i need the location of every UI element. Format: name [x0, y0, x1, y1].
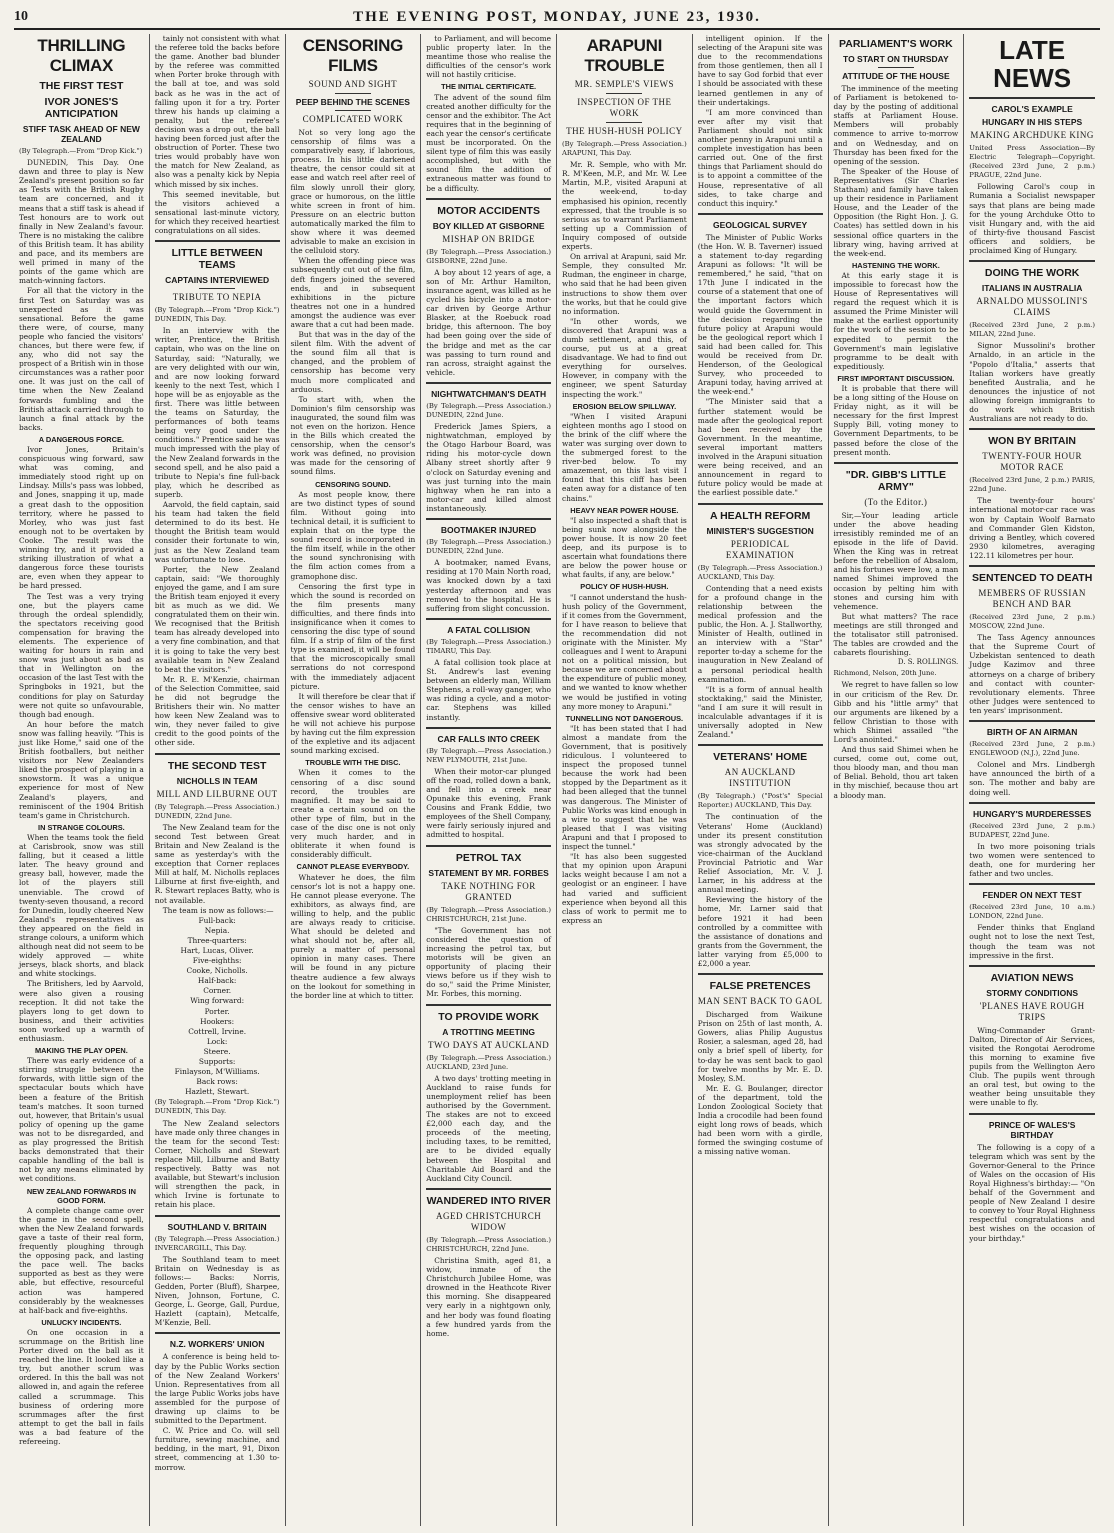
paragraph: A boy about 12 years of age, a son of Mr. Arthur Hamilton, insurance agent, was killed as he cycled his bicycle into a motor-car driven by George Arthur Blasker, at the Roebuck road bridge, this afternoon. The boy had been going over the side of the bridge and met as the car was passing to turn round and ran across, straight against the vehicle.: [426, 267, 552, 377]
byline: (By Telegraph.—Press Association.) DUNEDIN, 22nd June.: [154, 802, 280, 820]
section-subhead: TUNNELLING NOT DANGEROUS.: [565, 713, 684, 723]
byline: United Press Association—By Electric Telegraph—Copyright. (Received 23rd June, 2 p.m.) PRAGUE, 22nd June.: [969, 144, 1095, 180]
headline: ARAPUNI TROUBLE: [584, 36, 665, 75]
section-subhead: FIRST IMPORTANT DISCUSSION.: [837, 373, 955, 383]
paragraph: The continuation of the Veterans' Home (Auckland) under its present constitution was strongly advocated by the vice-chairman of the Auckland Provincial Patriotic and War Relief Association, Mr. V. J. Larner, in his address at the annual meeting.: [697, 812, 823, 895]
paragraph: In an interview with the writer, Prentice, the British captain, who was on the line on Saturday, said: "Naturally, we are very delighted with our win, and are now looking forward keenly to the next Test, which I hope will be as enjoyable as the first. There was little between the teams on Saturday, the performances of both teams being very good under the conditions." Prentice said he was much impressed with the play of the New Zealand forwards in the second spell, and he also paid a tribute to Nepia's fine full-back play, which he described as superb.: [154, 326, 280, 499]
divider: [698, 503, 823, 505]
paragraph: C. W. Price and Co. will sell furniture, sewing machine, and bedding, in the mart, 91, Dixon street, commencing at 1.30 to-morrow.: [154, 1426, 280, 1472]
section-subhead: HEAVY NEAR POWER HOUSE.: [570, 505, 679, 515]
section-subhead: THE INITIAL CERTIFICATE.: [441, 82, 537, 92]
subhead: CAPTAINS INTERVIEWED: [165, 275, 270, 286]
byline: (By Telegraph.—Press Association.) GISBORNE, 22nd June.: [426, 247, 551, 265]
paragraph: tainly not consistent with what the referee told the backs before the game. Another bad blunder by the referee was committed when Porter broke through with the ball at toe, and was sold back as he was in the act of falling upon it for a try. Porter threw his hands up claiming a penalty, but the referee's decision was a drop out, the ball having been forced just after the obstruction of Porter. These two tries would probably have won the match for New Zealand, as also was a penalty kick by Nepia which missed by six inches.: [154, 34, 280, 189]
divider: [969, 260, 1095, 262]
subhead: ITALIANS IN AUSTRALIA: [981, 283, 1083, 294]
paragraph: When the offending piece was subsequently cut out of the film, deft fingers joined the severed ends, and in subsequent exhibitions in the picture theatres not one in a hundred amongst the audience was ever aware that a cut had been made.: [290, 256, 416, 329]
team-line: Cooke, Nicholls.: [186, 966, 248, 976]
team-line: Hazlett, Stewart.: [185, 1087, 250, 1097]
paragraph: Porter, the New Zealand captain, said: "We thoroughly enjoyed the game, and I am sure the British team enjoyed it every bit as much as we did. We congratulated them on their win. We recognised that the British team has already developed into a very fine combination, and that it is going to take the very best available team in New Zealand to beat the visitors.": [154, 564, 280, 674]
paragraph: Mr. E. G. Boulanger, director of the department, told the London Zoological Society that India a crocodile had been found eight long rows of beads, which had been worn with a girdle, formed the swinging costume of a missing native woman.: [697, 1083, 823, 1157]
headline-thrilling-climax: THRILLING CLIMAX: [37, 36, 126, 75]
headline: CAROL'S EXAMPLE: [991, 104, 1073, 114]
column-8: [964, 34, 1100, 1526]
signature: D. S. ROLLINGS.: [897, 658, 959, 667]
paragraph: When the teams took the field at Carisbrook, snow was still falling, but it ceased a little later. The heavy ground and greasy ball, however, made the lot of the players still unenviable. The crowd of twenty-seven thousand, a record for Dunedin, loudly cheered New Zealand's representatives as they appeared on the field in strange colours, a uniform which although neat did not seem to be widely approved — white jerseys, black shorts, and black and white stockings.: [19, 832, 144, 979]
paragraph: As most people know, there are two distinct types of sound film. Without going into technical detail, it is sufficient to explain that on the type the sound record is incorporated in the film itself, while in the other the sound synchronising with the film action comes from a gramophone disc.: [290, 489, 416, 581]
team-line: Nepia.: [204, 925, 230, 935]
paragraph: The following is a copy of a telegram which was sent by the Governor-General to the Prince of Wales on the occasion of His Royal Highness's birthday:— "On behalf of the Government and people of New Zealand I desire to convey to Your Royal Highness respectful congratulations and best wishes on the occasion of your birthday.": [969, 1142, 1095, 1243]
headline: CAR FALLS INTO CREEK: [437, 733, 540, 744]
headline: HUNGARY'S MURDERESSES: [972, 808, 1092, 819]
subhead: MAN SENT BACK TO GAOL: [697, 996, 823, 1007]
subhead: BOY KILLED AT GISBORNE: [432, 220, 545, 231]
team-line: Three-quarters:: [187, 935, 247, 945]
paragraph: intelligent opinion. If the selecting of the Arapuni site was due to the recommendations from those gentlemen, then all I have to say God forbid that ever I should be associated with these learned gentlemen in any of their undertakings.: [697, 34, 823, 107]
paragraph: On arrival at Arapuni, said Mr. Semple, they consulted Mr. Rudman, the engineer in charge, who said that he had been given instructions to show them over the works, but that he could give no information.: [562, 252, 687, 316]
headline: PARLIAMENT'S WORK: [839, 38, 953, 50]
subhead: PEEP BEHIND THE SCENES: [295, 97, 410, 107]
paragraph: The Test was a very trying one, but the players came through the ordeal splendidly, the spectators receiving good compensation for braving the elements. The experience of waiting for hours in rain and snow was just about as bad as that in Wellington on the occasion of the last Test with the Springboks in 1921, but the conditions for play on Saturday were not quite so unfavourable, though bad enough.: [19, 591, 144, 719]
paragraph: Frederick James Spiers, a nightwatchman, employed by the Otago Harbour Board, was riding his motor-cycle down Albany street shortly after 9 o'clock on Saturday evening and was just turning into the main highway when he ran into a motor-car and killed almost instantaneously.: [426, 422, 551, 513]
subhead: AN AUCKLAND INSTITUTION: [724, 767, 796, 789]
subhead: MISHAP ON BRIDGE: [442, 233, 535, 244]
paragraph: Sir,—Your leading article under the above heading irresistibly reminded me of an episode in the life of David. When the King was in retreat before the rebellion of Absalom, and his fortunes were low, a man named Shimei improved the occasion by pelting him with stones and cursing him with vehemence.: [833, 510, 959, 611]
paragraph: The New Zealand selectors have made only three changes in the team for the second Test: Corner, Nicholls and Stewart replace Mill, Lilburne and Batty respectively. Batty was not available, but Stewart's inclusion will strengthen the pack, in which Irvine is fortunate to retain his place.: [154, 1118, 280, 1210]
headline: BOOTMAKER INJURED: [440, 525, 537, 536]
paragraph: The Britishers, led by Aarvold, were also given a rousing reception. It did not take the players long to get down to business, and their activities soon worked up a warmth of enthusiasm.: [19, 979, 144, 1043]
divider: [155, 753, 280, 755]
section-subhead: IN STRANGE COLOURS.: [38, 822, 125, 832]
paragraph: The Tass Agency announces that the Supreme Court of Uzbekistan sentenced to death Judge Kazimov and three attorneys on a charge of bribery and contact with counter-revolutionary elements. Three other Judges were sentenced to ten years' imprisonment.: [969, 633, 1095, 715]
paragraph: There was early evidence of a stirring struggle between the forwards, with little sign of the spectacular bouts which have been a feature of the British team's matches. It soon turned out, however, that Britain's usual policy of opening up the game was not to be disregarded, and as play progressed the British backs demonstrated that their capable handling of the ball is not by any means eliminated by wet conditions.: [19, 1056, 144, 1184]
subhead: INSPECTION OF THE WORK: [577, 97, 672, 118]
team-line: Finlayson, M'Williams.: [174, 1067, 260, 1077]
paragraph: Discharged from Waikune Prison on 25th of last month, A. Gowers, alias Philip Augustus Rosier, a salesman, aged 28, had only a brief spell of liberty, for to-day he was sent back to gaol for twelve months by Mr. E. D. Mosley, S.M.: [697, 1010, 823, 1083]
team-line: Wing forward:: [190, 996, 245, 1006]
section-subhead: CENSORING SOUND.: [315, 479, 391, 489]
divider: [969, 565, 1095, 567]
team-line: Steere.: [203, 1046, 231, 1056]
paragraph: Wing-Commander Grant-Dalton, Director of Air Services, visited the Rongotai Aerodrome this morning to examine five pupils from the Wellington Aero Club. The pupils went through an oral test, but owing to the weather being unsuitable they were unable to fly.: [969, 1025, 1095, 1108]
paragraph: It will therefore be clear that if the censor wishes to have an offensive swear word obliterated he will not achieve his purpose by having cut the film expression of the expletive and its adjacent sound marking excised.: [290, 691, 416, 756]
section-subhead: A DANGEROUS FORCE.: [38, 434, 124, 444]
paragraph: Mr. R. Semple, who with Mr. R. M'Keen, M.P., and Mr. W. Lee Martin, M.P., visited Arapuni at the week-end, to-day emphasised his opinion, recently expressed, that the trouble is so serious as to warrant Parliament setting up a Commission of Inquiry composed of outside experts.: [562, 160, 687, 252]
section-subhead: TROUBLE WITH THE DISC.: [305, 758, 401, 768]
divider: [878, 67, 914, 68]
paragraph: But that was in the day of the silent film. With the advent of the sound film all that is changed, and the problem of censorship has become very much more complicated and arduous.: [290, 330, 416, 394]
headline: A FATAL COLLISION: [447, 624, 531, 635]
divider: [426, 382, 551, 384]
subhead: IVOR JONES'S ANTICIPATION: [44, 96, 119, 120]
column-1: [14, 34, 150, 1526]
paragraph: To start with, when the Dominion's film censorship was inaugurated, the sound film was not even on the horizon. Hence in the Bills which created the censorship, when the censor's work was defined, no provision was made for the censoring of sound films.: [290, 394, 416, 477]
paragraph: DUNEDIN, This Day. One dawn and three to play is New Zealand's present position so far as Tests with the British Rugby team are concerned, and it means that a stiff task is ahead if Test honours are to work out finally in New Zealand's favour. There is no mistaking the calibre of this British team. It has ability and pace, and its members are well primed in many of the points of the game which are match-winning factors.: [19, 158, 144, 286]
subhead: MR. SEMPLE'S VIEWS: [574, 79, 674, 89]
paragraph: This seemed inevitable, but the visitors achieved a sensational last-minute victory, for which they received heartiest congratulations on all sides.: [154, 189, 280, 235]
page-number: 10: [14, 9, 28, 24]
divider: [335, 110, 371, 111]
divider: [199, 288, 235, 289]
subhead: 'PLANES HAVE ROUGH TRIPS: [979, 1000, 1085, 1022]
column-3: [286, 34, 422, 1526]
paragraph: Contending that a need exists for a profound change in the relationship between the medical profession and the public, the Hon. A. J. Stallworthy, Minister of Health, outlined in an interview with a "Star" reporter to-day a scheme for the inauguration in New Zealand of a personal periodical health examination.: [697, 583, 823, 684]
column-4: [421, 34, 557, 1526]
paragraph: The Minister of Public Works (the Hon. W. B. Taverner) issued a statement to-day regarding Arapuni as follows: "It will be remembered," he said, "that on 17th June I indicated in the course of a statement that one of the important factors which would guide the Government in the decision regarding the future policy at Arapuni would be the geological report which I said had been called for. This would be received from Dr. Henderson, of the Geological Survey, who proceeded to Arapuni today, having arrived at the week-end.": [697, 232, 823, 397]
headline: "DR. GIBB'S LITTLE ARMY": [845, 468, 946, 493]
headline: LITTLE BETWEEN TEAMS: [171, 247, 263, 272]
paragraph: When their motor-car plunged off the road, rolled down a bank, and fell into a creek near Opunake this evening, Frank Cousins and Frank Eddie, two employees of the Shell Company, were fairly seriously injured and admitted to hospital.: [426, 766, 551, 840]
divider: [969, 97, 1095, 99]
paragraph: "It has been stated that I had almost a mandate from the Government, that is positively ridiculous. I volunteered to inspect the proposed tunnel because the work had been stopped by the Department as it had been alleged that the tunnel was dangerous. The Minister of Public Works was kind enough in a wire to suggest that he was pleased that I was visiting Arapuni and that I proposed to inspect the tunnel.": [562, 723, 687, 852]
column-2: [150, 34, 286, 1526]
paragraph: Colonel and Mrs. Lindbergh have announced the birth of a son. The mother and baby are doing well.: [969, 760, 1095, 797]
divider: [969, 965, 1095, 967]
team-line: Hookers:: [200, 1016, 235, 1026]
column-7: [829, 34, 965, 1526]
paragraph: When it comes to the censoring of a disc sound record, the troubles are magnified. It may be said to create a certain sound on the other type of film, but in the case of the disc one is not only very much harder, and in obliterate it when found is considerably difficult.: [290, 768, 416, 860]
subhead: TWENTY-FOUR HOUR MOTOR RACE: [982, 451, 1082, 473]
byline: (Received 23rd June, 2 p.m.) PARIS, 22nd June.: [969, 476, 1095, 494]
team-line: Five-eighths:: [192, 956, 242, 966]
column-5: [557, 34, 693, 1526]
subhead: SOUND AND SIGHT: [308, 79, 398, 89]
subhead: STATEMENT BY MR. FORBES: [428, 867, 549, 878]
headline: FALSE PRETENCES: [709, 980, 811, 993]
divider: [426, 518, 551, 520]
divider: [155, 240, 280, 242]
byline: (By Telegraph.—Press Association.) TIMARU, This Day.: [426, 637, 551, 655]
byline: (Received 23rd June, 2 p.m.) MOSCOW, 22nd June.: [969, 613, 1095, 631]
team-line: Corner.: [203, 986, 232, 996]
paragraph: A two days' trotting meeting in Auckland to raise funds for unemployment relief has been authorised by the Government. The stakes are not to exceed £2,000 each day, and the proceeds of the meeting, including taxes, to be remitted, are to be divided equally between the Hospital and Charitable Aid Board and the Auckland City Council.: [426, 1073, 551, 1183]
paragraph: The imminence of the meeting of Parliament is betokened to-day by the posting of additional staffs at Parliament House. Members will probably commence to arrive to-morrow and on Wednesday, and on Thursday has been fixed for the opening of the session.: [833, 84, 959, 166]
paragraph: "In other words, we discovered that Arapuni was a dumb settlement, and this, of course, put us at a great disadvantage. We had to find out everything for ourselves. However, in company with the engineer, we spent Saturday inspecting the work.": [562, 316, 687, 399]
paragraph: Fender thinks that England ought not to lose the next Test, though the team was not impressive in the first.: [969, 923, 1095, 960]
subhead: MILL AND LILBURNE OUT: [156, 788, 278, 799]
headline: CENSORING FILMS: [302, 36, 403, 75]
paragraph: A complete change came over the game in the second spell, when the New Zealand forwards gave a taste of their real form, frequently ploughing through the opposing pack, and lasting the pace well. The backs supported as best as they were able, but effective, resourceful action was hampered considerably by the weaknesses at half-back and five-eighths.: [19, 1205, 144, 1315]
headline: WANDERED INTO RIVER: [426, 1194, 551, 1207]
section-subhead: UNLUCKY INCIDENTS.: [41, 1317, 122, 1327]
subhead: ARNALDO MUSSOLINI'S CLAIMS: [976, 296, 1088, 318]
paragraph: "The Minister said that a further statement would be made after the geological report had been received by the Government. In the meantime, several important matters involved in the Arapuni situation were being received, and an announcement in regard to future policy would be made at the earliest possible date.": [697, 397, 823, 498]
paragraph: Following Carol's coup in Rumania a Socialist newspaper says that plans are being made for the young Archduke Otto to visit Hungary and, with the aid of thirty-five thousand Fascist officers and soldiers, be proclaimed King of Hungary.: [969, 182, 1095, 256]
divider: [969, 720, 1095, 722]
byline: (By Telegraph.—From "Drop Kick."): [19, 147, 143, 155]
byline: (By Telegraph.—Press Association.) AUCKLAND, This Day.: [697, 563, 823, 581]
headline: THE SECOND TEST: [167, 759, 267, 772]
paragraph: An hour before the match snow was falling heavily. "This is just like Home," said one of the British footballers, but neither visitors nor New Zealanders liked the prospect of playing in a snowstorm. It was a unique experience for most of New Zealand's players, and reminiscent of the 1904 British team's game in Christchurch.: [19, 719, 144, 820]
byline: (By Telegraph.—Press Association.) CHRISTCHURCH, 21st June.: [426, 905, 551, 923]
headline: GEOLOGICAL SURVEY: [713, 219, 808, 230]
divider: [606, 93, 642, 94]
divider: [335, 93, 371, 94]
subhead: TWO DAYS AT AUCKLAND: [427, 1039, 550, 1050]
paragraph: "It is a form of annual health stocktaking," said the Minister, "and I am sure it will result in incalculable advantages if it is universally adopted in New Zealand.": [697, 684, 823, 740]
team-line: Lock:: [206, 1036, 228, 1046]
paragraph: It is probable that there will be a long sitting of the House on Friday night, as it will be necessary for the first Imprest Supply Bill, voting money to Government Departments, to be passed before the close of the present month.: [833, 384, 959, 457]
paragraph: At this early stage it is impossible to forecast how the House of Representatives will regard the request which it is assumed the Prime Minister will make at the earliest opportunity for the work of the session to be expedited to permit the Government's main legislative programme to be dealt with expeditiously.: [833, 270, 959, 371]
section-subhead: EROSION BELOW SPILLWAY.: [572, 401, 677, 411]
divider: [698, 213, 823, 215]
column-6: [693, 34, 829, 1526]
team-line: Cottrell, Irvine.: [188, 1026, 247, 1036]
subhead: NICHOLLS IN TEAM: [176, 775, 258, 786]
byline: (Received 23rd June, 2 p.m.) ENGLEWOOD (N.J.), 22nd June.: [969, 740, 1095, 758]
byline: (Received 23rd June, 2 p.m.) BUDAPEST, 22nd June.: [969, 821, 1095, 839]
divider: [969, 802, 1095, 804]
divider: [698, 973, 823, 975]
team-line: Half-back:: [197, 976, 237, 986]
subhead: TRIBUTE TO NEPIA: [172, 292, 262, 303]
paragraph: Ivor Jones, Britain's conspicuous wing forward, saw what was coming, and immediately stood right up on Lindsay. Mills's pass was lobbed, and Jones, snapping it up, made a great dash to the opposition territory, where he passed to Morley, who was just fast enough not to be overtaken by Cooke. The result was the winning try, and it provided a striking illustration of what a dangerous force these tourists are, even when they appear to be hard pressed.: [19, 445, 144, 591]
masthead: [14, 6, 1100, 30]
subhead: MINISTER'S SUGGESTION: [706, 525, 814, 536]
paragraph: "I cannot understand the hush-hush policy of the Government, if it comes from the Government, for I have reason to believe that the recommendation did not originate with the Minister. My colleagues and I went to Arapuni not on a political mission, but because we are concerned about the expenditure of public money, and we wanted to know whether we would be justified in voting any more money to Arapuni.": [562, 592, 687, 711]
byline: (Received 23rd June, 10 a.m.) LONDON, 22nd June.: [969, 903, 1095, 921]
headline: FENDER ON NEXT TEST: [982, 890, 1082, 901]
byline: (By Telegraph.—Press Association.) NEW PLYMOUTH, 21st June.: [426, 746, 551, 764]
headline: A HEALTH REFORM: [709, 509, 811, 522]
headline: TO PROVIDE WORK: [438, 1010, 539, 1023]
headline: AVIATION NEWS: [990, 971, 1074, 984]
byline: (By Telegraph.—From "Drop Kick.") DUNEDIN, This Day.: [154, 306, 280, 324]
divider: [426, 1188, 551, 1190]
paragraph: Not so very long ago the censorship of films was a comparatively easy, if laborious, process. In his little darkened theatre, the censor could sit at ease and watch reel after reel of film slowly unroll their glory, grace or humorous, on the little white screen in front of him. Pressure on an electric button automatically marked the film to show where it was deemed advisable to make an excision in the celluloid story.: [290, 128, 416, 256]
paragraph: The twenty-four hours' international motor-car race was won by Captain Woolf Barnato and Commander Glen Kidston, driving a Bentley, which covered 2930 kilometres, averaging 122.11 kilometres per hour.: [969, 496, 1095, 560]
subhead: COMPLICATED WORK: [302, 114, 404, 124]
section-subhead: MAKING THE PLAY OPEN.: [34, 1046, 128, 1056]
paragraph: "It has also been suggested that my opinion upon Arapuni lacks weight because I am not a geologist or an engineer. I have had varied and sufficient experience when beyond all this class of work to permit me to express an: [562, 852, 687, 925]
headline: PETROL TAX: [455, 851, 522, 864]
divider: [969, 883, 1095, 885]
subhead: STIFF TASK AHEAD OF NEW ZEALAND: [22, 124, 140, 144]
paragraph: Signor Mussolini's brother Arnaldo, in an article in the "Popolo d'Italia," asserts that Italian workers have greatly benefited Australia, and he denounces the injustice of not allowing foreign immigrants to do work which British Australians are not ready to do.: [969, 341, 1095, 424]
byline: (By Telegraph.—Press Association.) DUNEDIN, 22nd June.: [426, 401, 551, 419]
subhead: THE FIRST TEST: [39, 80, 124, 92]
newspaper-columns: [14, 34, 1100, 1526]
headline: SOUTHLAND V. BRITAIN: [167, 1221, 267, 1232]
team-line: Full-back:: [198, 915, 236, 925]
team-line: Porter.: [204, 1006, 230, 1016]
divider: [969, 428, 1095, 430]
divider: [155, 1332, 280, 1334]
byline: (Received 23rd June, 2 p.m.) MILAN, 22nd June.: [969, 321, 1095, 339]
paragraph: "The Government has not considered the question of increasing the petrol tax, but motorists will be given an opportunity of placing their views before us if they wish to do so," said the Prime Minister, Mr. Forbes, this morning.: [426, 925, 551, 999]
byline: (By Telegraph.—Press Association.) DUNEDIN, 22nd June.: [426, 538, 551, 556]
divider: [426, 727, 551, 729]
paragraph: We regret to have fallen so low in our criticism of the Rev. Dr. Gibb and his "little army" that our arguments are likened by a fellow Christian to those with which Shimei assailed "the Lord's anointed.": [833, 680, 959, 744]
headline: N.Z. WORKERS' UNION: [169, 1339, 265, 1350]
paragraph: "I also inspected a shaft that is being sunk now alongside the power house. It is now 20 feet deep, and its purpose is to ascertain what foundations there are below the power house or what faults, if any, are below.": [562, 515, 687, 580]
byline: (By Telegraph.—Press Association.) CHRISTCHURCH, 22nd June.: [426, 1235, 551, 1253]
paragraph: A conference is being held to-day by the Public Works section of the New Zealand Workers' Union. Representatives from all the large Public Works jobs have assembled for the purpose of drawing up claims to be submitted to the Department.: [154, 1352, 280, 1426]
paragraph: The New Zealand team for the second Test between Great Britain and New Zealand is the same as yesterday's with the exception that Corner replaces Mill at half, M. Nicholls replaces Lilburne at first five-eighth, and R. Stewart replaces Batty, who is not available.: [154, 822, 280, 905]
headline: NIGHTWATCHMAN'S DEATH: [431, 388, 547, 399]
subhead: AGED CHRISTCHURCH WIDOW: [435, 1210, 542, 1232]
paragraph: to Parliament, and will become public property later. In the meantime those who realise the difficulties of the censor's work will not hastily criticise.: [426, 34, 551, 80]
subhead: A TROTTING MEETING: [442, 1026, 535, 1037]
paragraph: Aarvold, the field captain, said his team had taken the field determined to do its best. He thought the British team would consider their fortunate to win, just as the New Zealand team was unfortunate to lose.: [154, 500, 280, 564]
byline: (By Telegraph.—Press Association.) ARAPUNI, This Day.: [562, 140, 687, 158]
divider: [834, 462, 959, 464]
paragraph: Censoring the first type in which the sound is recorded on the film presents many difficulties, and there finds into insignificance when it comes to censoring the disc type of sound film. If a strip of film of the first type is examined, it will be found that the microscopically small serrations do not correspond with the immediately adjacent picture.: [290, 581, 416, 691]
subhead: MEMBERS OF RUSSIAN BENCH AND BAR: [978, 588, 1086, 609]
section-subhead: HASTENING THE WORK.: [851, 260, 940, 270]
paragraph: Christina Smith, aged 81, a widow, inmate of the Christchurch Jubilee Home, was drowned in the Heathcote River this morning. She disappeared very early in a nightgown only, and her body was found floating a few hundred yards from the home.: [426, 1256, 551, 1338]
paragraph: The Speaker of the House of Representatives (Sir Charles Statham) and family have taken up their residence in Parliament House, and the Leader of the Opposition (the Right Hon. J. G. Coates) has settled down in his sessional office quarters in the library wing, having arrived at the week-end.: [833, 166, 959, 258]
paragraph: And thus said Shimei when he cursed, come out, come out, thou bloody man, and thou man of Belial. Behold, thou art taken in thy mischief, because thou art a bloody man.: [833, 745, 959, 800]
section-subhead: NEW ZEALAND FORWARDS IN GOOD FORM.: [26, 1186, 136, 1205]
subhead: ATTITUDE OF THE HOUSE: [842, 71, 950, 81]
byline: (By Telegraph.—From "Drop Kick.") DUNEDIN, This Day.: [154, 1098, 280, 1116]
paragraph: But what matters? The race meetings are still thronged and the totalisator still patronised. The tables are crowded and the cabarets flourishing.: [833, 611, 959, 658]
paragraph: For all that the victory in the first Test on Saturday was as unexpected as it was sensational. Before the game there were, of course, many people who fancied the visitors' chances, but there were few, if any, who did not say the prospect of a British win in those circumstances was a rather poor one. It was just on the call of time when the New Zealand forwards fumbling and the British attack carried through to launch a final attack by the backs.: [19, 286, 144, 432]
paragraph: The Southland team to meet Britain on Wednesday is as follows:— Backs: Norris, Gedden, Porter (Bluff), Sharpee, Niven, Johnson, Fortune, C. George, L. George, Gall, Purdue, Hazlett (captain), Metcalfe, M'Kenzie, Bell.: [154, 1254, 280, 1328]
subhead: TO START ON THURSDAY: [843, 54, 949, 64]
divider: [426, 198, 551, 200]
paragraph: The team is now as follows:—: [162, 905, 274, 915]
subhead: HUNGARY IN HIS STEPS: [982, 117, 1083, 127]
paragraph: A fatal collision took place at St. Andrew's last evening between an elderly man, William Stephens, a roll-way ganger, who was riding a cycle, and a motor-car. Stephens was killed instantly.: [426, 657, 551, 722]
paragraph: On one occasion in a scrummage on the British line Porter dived on the ball as it reached the line. It looked like a try, but another scrum was ordered. In this the ball was not allowed in, and again the referee called a scrummage. This business of ordering more scrummages after the first attempt to get the ball in fails was a bad feature of the refereeing.: [19, 1327, 144, 1447]
subhead: TAKE NOTHING FOR GRANTED: [441, 880, 536, 902]
subhead: THE HUSH-HUSH POLICY: [566, 126, 683, 136]
team-line: Supports:: [198, 1057, 236, 1066]
divider: [426, 845, 551, 847]
paragraph: "When I visited Arapuni eighteen months ago I stood on the brink of the cliff where the water was surging over down to the submerged forest to the river-bed below. To my amazement, on this last visit I found that this cliff has been eaten away for a distance of ten chains.": [562, 411, 687, 503]
headline: MOTOR ACCIDENTS: [437, 204, 540, 217]
divider: [155, 1215, 280, 1217]
newspaper-title: THE EVENING POST, MONDAY, JUNE 23, 1930.: [353, 8, 761, 25]
headline: SENTENCED TO DEATH: [971, 572, 1093, 584]
team-line: Back rows:: [196, 1077, 238, 1087]
subhead: (To the Editor.): [864, 496, 928, 507]
subhead: PERIODICAL EXAMINATION: [725, 538, 795, 560]
paragraph: Whatever he does, the film censor's lot is not a happy one. He cannot please everyone. The exhibitors, as always find, are willing to help, and the public are always ready to criticise. What should be deleted and what should not be, after all, purely a matter of personal opinion in many cases. There will be found in any picture theatre audience a few always on the lookout for something in the border line at which to titter.: [290, 872, 416, 1000]
subhead: MAKING ARCHDUKE KING: [970, 130, 1094, 140]
paragraph: The advent of the sound film created another difficulty for the censor and the exhibitor. The Act requires that in the beginning of each year the censor's certificate must be incorporated. On the silent type of film this was easily accomplished, but with the sound film the addition of extraneous matter was found to be a difficulty.: [426, 92, 551, 193]
team-line: Hart, Lucas, Oliver.: [180, 945, 254, 955]
divider: [606, 122, 642, 123]
headline: BIRTH OF AN AIRMAN: [986, 727, 1078, 738]
byline: (By Telegraph.) ("Post's" Special Reporter.) AUCKLAND, This Day.: [697, 792, 823, 810]
paragraph: A bootmaker, named Evans, residing at 170 Main North road, was knocked down by a taxi yesterday afternoon and was removed to the hospital. He is suffering from slight concussion.: [426, 558, 551, 613]
paragraph: Reviewing the history of the home, Mr. Larner said that before 1921 it had been controlled by a committee with the assistance of donations and grants from the Government, the latter varying from £5,000 to £2,000 a year.: [697, 895, 823, 968]
subhead: STORMY CONDITIONS: [986, 987, 1079, 998]
byline: (By Telegraph.—Press Association.) INVERCARGILL, This Day.: [154, 1234, 280, 1252]
headline: DOING THE WORK: [984, 267, 1080, 280]
divider: [698, 744, 823, 746]
late-news-heading: LATE NEWS: [993, 35, 1072, 93]
paragraph: In two more poisoning trials two women were sentenced to death, one for murdering her father and two uncles.: [969, 841, 1095, 879]
headline: WON BY BRITAIN: [988, 435, 1076, 448]
headline: PRINCE OF WALES'S BIRTHDAY: [988, 1119, 1076, 1140]
section-subhead: POLICY OF HUSH-HUSH.: [580, 582, 669, 592]
divider: [426, 618, 551, 620]
paragraph: "I am more convinced than ever after my visit that Parliament should not sink another penny in Arapuni until a complete investigation has been carried out. One of the first things that Parliament should do is to appoint a committee of the House, representative of all sides, to take charge and conduct this inquiry.": [697, 107, 823, 208]
divider: [426, 1004, 551, 1006]
divider: [969, 1113, 1095, 1115]
byline: (By Telegraph.—Press Association.) AUCKLAND, 23rd June.: [426, 1053, 551, 1071]
paragraph: Mr. R. E. M'Kenzie, chairman of the Selection Committee, said he did not begrudge the Britishers their win. No matter how keen New Zealand was to win, they never failed to give credit to the good points of the other side.: [154, 674, 280, 748]
section-subhead: CANNOT PLEASE EVERYBODY.: [296, 862, 410, 872]
headline: VETERANS' HOME: [713, 751, 808, 764]
dateline: Richmond, Nelson, 20th June.: [833, 669, 937, 678]
